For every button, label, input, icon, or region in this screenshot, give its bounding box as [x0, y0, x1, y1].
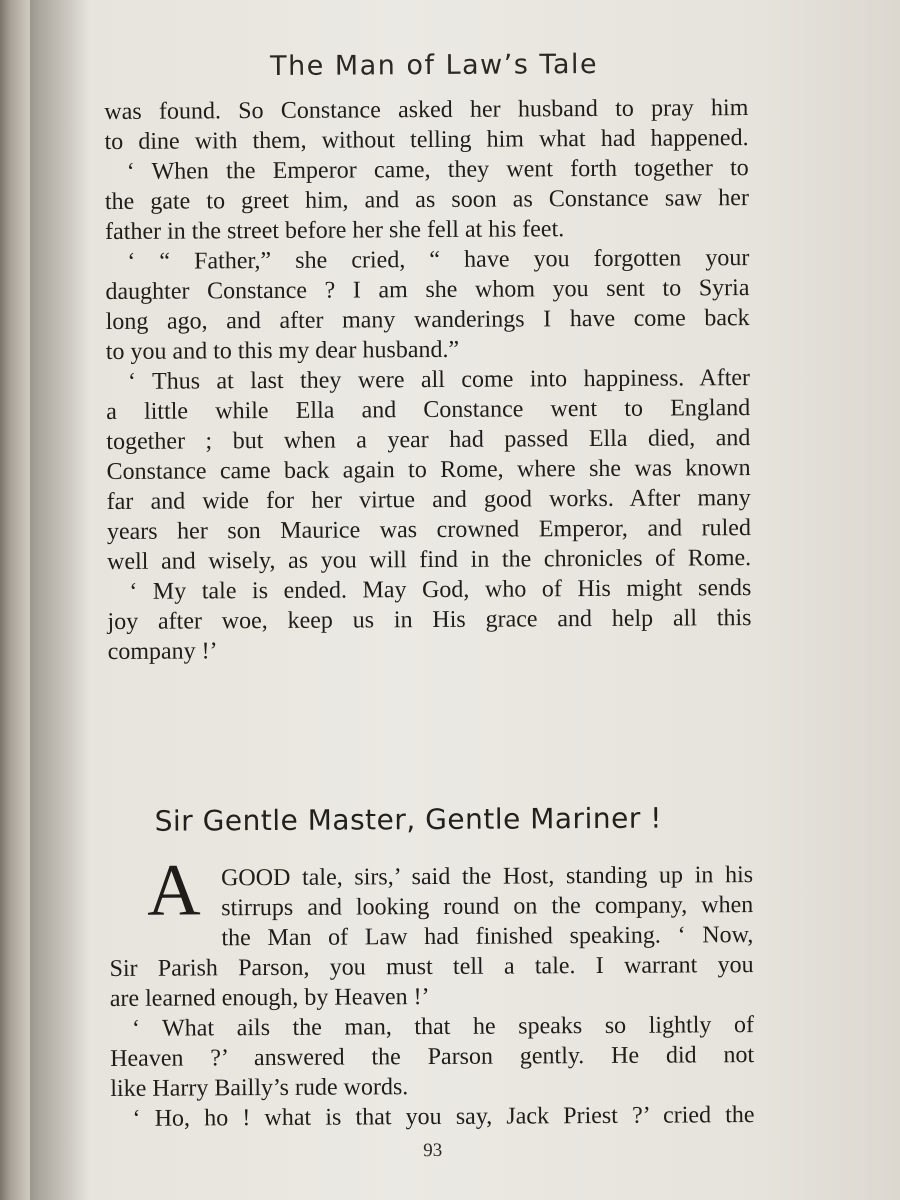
- text-line: Heaven ?’ answered the Parson gently. He did not: [110, 1042, 755, 1072]
- text-line: Constance came back again to Rome, where she was known: [106, 455, 751, 485]
- text-line: daughter Constance ? I am she whom you sent to Syria: [105, 275, 750, 305]
- text-line: stirrups and looking round on the company, when: [221, 892, 754, 922]
- text-line: the Man of Law had finished speaking. ‘ Now,: [221, 922, 754, 952]
- text-line: ‘ When the Emperor came, they went forth together to: [126, 155, 749, 185]
- text-line: long ago, and after many wanderings I have come back: [105, 305, 750, 335]
- text-line: ‘ Ho, ho ! what is that you say, Jack Priest ?’ cried the: [132, 1102, 755, 1132]
- text-line: far and wide for her virtue and good works. After many: [106, 485, 751, 515]
- gutter-shadow: [30, 0, 90, 1200]
- text-line: Sir Parish Parson, you must tell a tale. I warrant you: [109, 952, 754, 982]
- text-line: company !’: [107, 638, 218, 665]
- running-head: The Man of Law’s Tale: [269, 48, 599, 82]
- tale-ending-text: [104, 93, 751, 667]
- text-line: a little while Ella and Constance went to England: [106, 395, 751, 425]
- text-line: was found. So Constance asked her husband to pray him: [104, 95, 749, 125]
- text-line: ‘ “ Father,” she cried, “ have you forgotten your: [127, 245, 750, 275]
- text-line: are learned enough, by Heaven !’: [109, 984, 430, 1012]
- text-line: together ; but when a year had passed Ella died, and: [106, 425, 751, 455]
- page-number: 93: [423, 1139, 443, 1162]
- section-text: [110, 950, 755, 1134]
- text-line: GOOD tale, sirs,’ said the Host, standing up in his: [220, 862, 754, 892]
- section-title: Sir Gentle Master, Gentle Mariner !: [154, 801, 663, 838]
- text-line: the gate to greet him, and as soon as Constance saw her: [104, 185, 749, 215]
- text-line: years her son Maurice was crowned Emperor, and ruled: [106, 515, 751, 545]
- text-line: father in the street before her she fell at his feet.: [105, 216, 565, 245]
- text-line: well and wisely, as you will find in the chronicles of Rome.: [107, 545, 752, 575]
- text-line: like Harry Bailly’s rude words.: [110, 1074, 409, 1102]
- page-content: [104, 48, 755, 1164]
- text-line: ‘ My tale is ended. May God, who of His might sends: [129, 575, 752, 605]
- text-line: ‘ Thus at last they were all come into happiness. After: [127, 365, 751, 395]
- drop-cap: A: [146, 849, 201, 932]
- text-line: to you and to this my dear husband.”: [105, 336, 460, 365]
- text-line: to dine with them, without telling him what had happened.: [104, 125, 749, 155]
- section-opening: [109, 849, 754, 954]
- text-line: ‘ What ails the man, that he speaks so lightly of: [131, 1012, 755, 1042]
- text-line: joy after woe, keep us in His grace and help all this: [107, 605, 752, 635]
